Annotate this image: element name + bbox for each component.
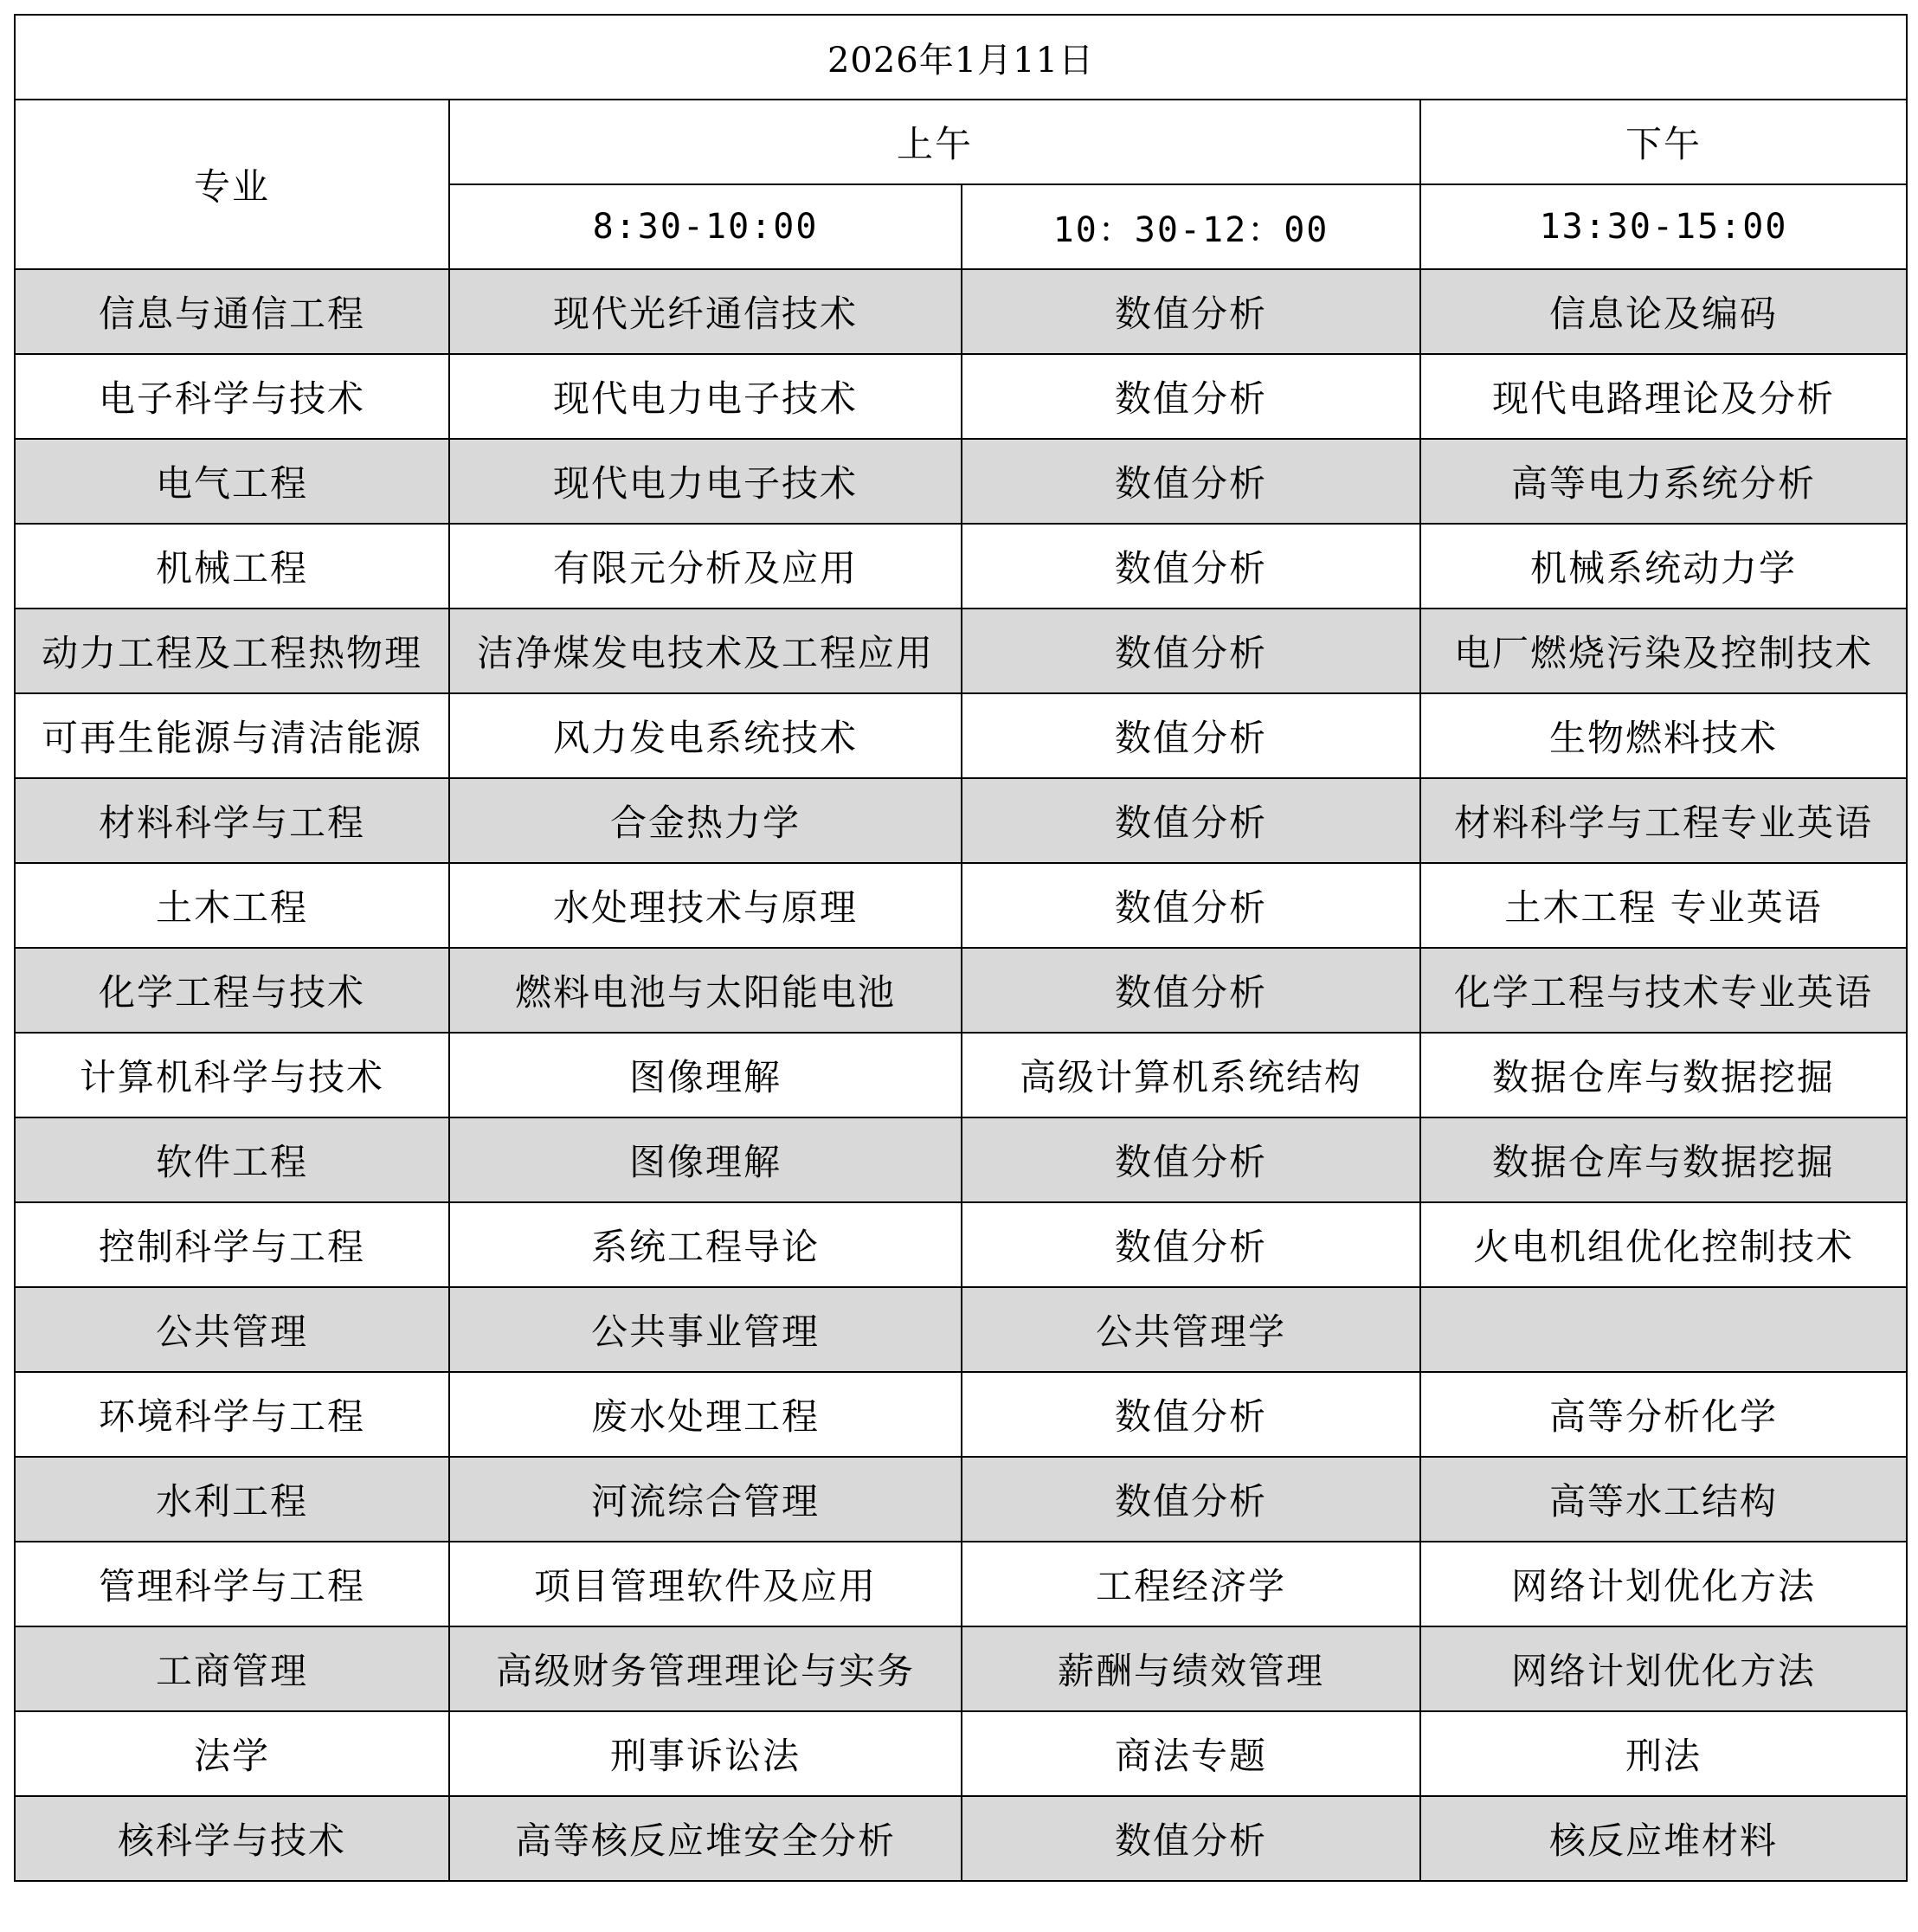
major-cell: 机械工程 <box>15 524 449 609</box>
table-row <box>15 524 1907 609</box>
table-row <box>15 948 1907 1033</box>
major-cell: 管理科学与工程 <box>15 1542 449 1626</box>
slot-1-course: 图像理解 <box>449 1117 962 1202</box>
slot-1-course: 有限元分析及应用 <box>449 524 962 609</box>
major-cell: 软件工程 <box>15 1117 449 1202</box>
slot-1-course: 风力发电系统技术 <box>449 693 962 778</box>
slot-3-course <box>1420 1287 1907 1372</box>
header-slot-2: 10：30-12：00 <box>962 184 1420 269</box>
major-cell: 环境科学与工程 <box>15 1372 449 1457</box>
slot-2-course: 数值分析 <box>962 1117 1420 1202</box>
table-row <box>15 269 1907 354</box>
major-cell: 化学工程与技术 <box>15 948 449 1033</box>
slot-2-course: 数值分析 <box>962 1457 1420 1542</box>
slot-1-course: 现代光纤通信技术 <box>449 269 962 354</box>
slot-1-course: 高级财务管理理论与实务 <box>449 1626 962 1711</box>
slot-2-course: 数值分析 <box>962 693 1420 778</box>
major-cell: 公共管理 <box>15 1287 449 1372</box>
slot-2-course: 数值分析 <box>962 778 1420 863</box>
slot-3-course: 数据仓库与数据挖掘 <box>1420 1033 1907 1117</box>
slot-3-course: 网络计划优化方法 <box>1420 1542 1907 1626</box>
slot-2-course: 公共管理学 <box>962 1287 1420 1372</box>
slot-1-course: 河流综合管理 <box>449 1457 962 1542</box>
header-morning: 上午 <box>449 100 1420 184</box>
slot-2-course: 数值分析 <box>962 524 1420 609</box>
slot-2-course: 工程经济学 <box>962 1542 1420 1626</box>
slot-1-course: 合金热力学 <box>449 778 962 863</box>
slot-3-course: 信息论及编码 <box>1420 269 1907 354</box>
major-cell: 动力工程及工程热物理 <box>15 609 449 693</box>
major-cell: 控制科学与工程 <box>15 1202 449 1287</box>
slot-1-course: 图像理解 <box>449 1033 962 1117</box>
major-cell: 核科学与技术 <box>15 1796 449 1881</box>
header-slot-3: 13:30-15:00 <box>1420 184 1907 269</box>
table-row <box>15 693 1907 778</box>
slot-3-course: 火电机组优化控制技术 <box>1420 1202 1907 1287</box>
slot-3-course: 刑法 <box>1420 1711 1907 1796</box>
slot-2-course: 高级计算机系统结构 <box>962 1033 1420 1117</box>
slot-2-course: 数值分析 <box>962 609 1420 693</box>
table-row <box>15 863 1907 948</box>
slot-3-course: 数据仓库与数据挖掘 <box>1420 1117 1907 1202</box>
slot-3-course: 高等电力系统分析 <box>1420 439 1907 524</box>
slot-3-course: 化学工程与技术专业英语 <box>1420 948 1907 1033</box>
table-row <box>15 354 1907 439</box>
slot-2-course: 数值分析 <box>962 269 1420 354</box>
slot-2-course: 数值分析 <box>962 1202 1420 1287</box>
slot-3-course: 核反应堆材料 <box>1420 1796 1907 1881</box>
table-row <box>15 1202 1907 1287</box>
slot-3-course: 土木工程 专业英语 <box>1420 863 1907 948</box>
slot-2-course: 数值分析 <box>962 863 1420 948</box>
table-row <box>15 1626 1907 1711</box>
header-afternoon: 下午 <box>1420 100 1907 184</box>
header-row-session <box>15 100 1907 184</box>
major-cell: 电子科学与技术 <box>15 354 449 439</box>
slot-2-course: 数值分析 <box>962 1796 1420 1881</box>
slot-3-course: 网络计划优化方法 <box>1420 1626 1907 1711</box>
slot-2-course: 数值分析 <box>962 354 1420 439</box>
table-row <box>15 1457 1907 1542</box>
slot-1-course: 废水处理工程 <box>449 1372 962 1457</box>
slot-3-course: 高等分析化学 <box>1420 1372 1907 1457</box>
slot-1-course: 公共事业管理 <box>449 1287 962 1372</box>
major-cell: 信息与通信工程 <box>15 269 449 354</box>
major-cell: 可再生能源与清洁能源 <box>15 693 449 778</box>
slot-1-course: 刑事诉讼法 <box>449 1711 962 1796</box>
table-row <box>15 609 1907 693</box>
slot-1-course: 洁净煤发电技术及工程应用 <box>449 609 962 693</box>
slot-1-course: 系统工程导论 <box>449 1202 962 1287</box>
major-cell: 土木工程 <box>15 863 449 948</box>
date-row <box>15 15 1907 100</box>
slot-2-course: 数值分析 <box>962 1372 1420 1457</box>
major-cell: 工商管理 <box>15 1626 449 1711</box>
header-major: 专业 <box>15 100 449 269</box>
slot-1-course: 高等核反应堆安全分析 <box>449 1796 962 1881</box>
major-cell: 材料科学与工程 <box>15 778 449 863</box>
table-row <box>15 1117 1907 1202</box>
slot-2-course: 数值分析 <box>962 948 1420 1033</box>
table-row <box>15 1711 1907 1796</box>
table-row <box>15 439 1907 524</box>
slot-2-course: 薪酬与绩效管理 <box>962 1626 1420 1711</box>
table-row <box>15 1372 1907 1457</box>
table-row <box>15 1033 1907 1117</box>
slot-1-course: 现代电力电子技术 <box>449 439 962 524</box>
slot-3-course: 现代电路理论及分析 <box>1420 354 1907 439</box>
major-cell: 电气工程 <box>15 439 449 524</box>
major-cell: 水利工程 <box>15 1457 449 1542</box>
table-row <box>15 1287 1907 1372</box>
major-cell: 计算机科学与技术 <box>15 1033 449 1117</box>
slot-3-course: 生物燃料技术 <box>1420 693 1907 778</box>
major-cell: 法学 <box>15 1711 449 1796</box>
table-row <box>15 1796 1907 1881</box>
slot-1-course: 水处理技术与原理 <box>449 863 962 948</box>
exam-schedule-table <box>14 14 1908 1882</box>
table-row <box>15 1542 1907 1626</box>
slot-3-course: 电厂燃烧污染及控制技术 <box>1420 609 1907 693</box>
slot-2-course: 商法专题 <box>962 1711 1420 1796</box>
slot-3-course: 高等水工结构 <box>1420 1457 1907 1542</box>
table-row <box>15 778 1907 863</box>
slot-3-course: 机械系统动力学 <box>1420 524 1907 609</box>
slot-1-course: 现代电力电子技术 <box>449 354 962 439</box>
slot-1-course: 燃料电池与太阳能电池 <box>449 948 962 1033</box>
slot-3-course: 材料科学与工程专业英语 <box>1420 778 1907 863</box>
schedule-date: 2026年1月11日 <box>15 15 1907 100</box>
slot-1-course: 项目管理软件及应用 <box>449 1542 962 1626</box>
slot-2-course: 数值分析 <box>962 439 1420 524</box>
header-slot-1: 8:30-10:00 <box>449 184 962 269</box>
